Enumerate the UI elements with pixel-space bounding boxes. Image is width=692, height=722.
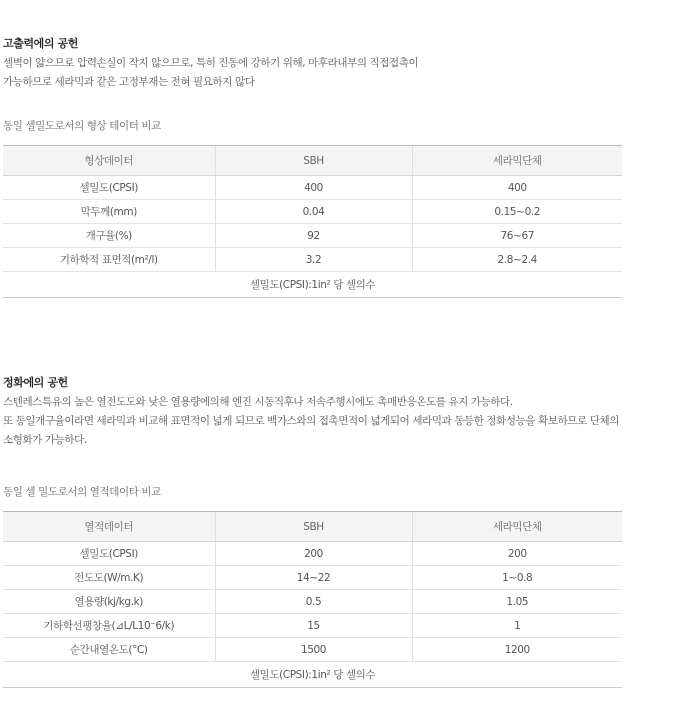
table-header-row	[3, 512, 622, 542]
table-note-row	[3, 272, 622, 298]
section-title: 정화에의 공헌	[3, 376, 68, 389]
sbh-value: 3.2	[215, 248, 412, 272]
ceramic-value: 200	[412, 542, 622, 566]
sbh-value: 14~22	[215, 566, 412, 590]
column-header: 세라믹단체	[412, 512, 622, 542]
table-row	[3, 542, 622, 566]
sbh-value: 15	[215, 614, 412, 638]
table-row	[3, 224, 622, 248]
ceramic-value: 400	[412, 176, 622, 200]
row-label: 개구율(%)	[3, 224, 215, 248]
section-title: 고출력에의 공헌	[3, 37, 79, 50]
column-header: SBH	[215, 146, 412, 176]
table-row	[3, 566, 622, 590]
table-caption: 동일 셀 밀도로서의 열적데이타 비교	[3, 486, 161, 498]
ceramic-value: 2.8~2.4	[412, 248, 622, 272]
description-line: 셀벽이 얇으므로 압력손실이 작지 않으므로, 특히 진동에 강하기 위해, 마후라내부의 직접접촉이	[3, 57, 419, 69]
row-label: 기하학적 표면적(m²/l)	[3, 248, 215, 272]
description-line: 또 동일개구율이라면 세라믹과 비교해 표면적이 넓게 되므로 백가스와의 접촉면적이 넓게되어 세라믹과 동등한 정화성능을 확보하므로 단체의	[3, 415, 619, 427]
table-caption: 동일 셀밀도로서의 형상 테이터 비교	[3, 120, 161, 132]
section-high-output	[3, 36, 643, 92]
table-row	[3, 176, 622, 200]
section-description	[3, 54, 643, 92]
shape-data-block	[3, 118, 643, 298]
ceramic-value: 0.15~0.2	[412, 200, 622, 224]
table-row	[3, 248, 622, 272]
table-row	[3, 590, 622, 614]
ceramic-value: 1.05	[412, 590, 622, 614]
column-header: SBH	[215, 512, 412, 542]
shape-data-table	[3, 145, 622, 298]
row-label: 열용량(kj/kg.k)	[3, 590, 215, 614]
sbh-value: 92	[215, 224, 412, 248]
row-label: 순간내열온도(°C)	[3, 638, 215, 662]
row-label: 셀밀도(CPSI)	[3, 176, 215, 200]
sbh-value: 0.5	[215, 590, 412, 614]
table-note: 셀밀도(CPSI):1in² 당 셀의수	[3, 662, 622, 688]
column-header: 열적데이터	[3, 512, 215, 542]
table-note: 셀밀도(CPSI):1in² 당 셀의수	[3, 272, 622, 298]
row-label: 셀밀도(CPSI)	[3, 542, 215, 566]
section-purification	[3, 375, 643, 450]
ceramic-value: 76~67	[412, 224, 622, 248]
sbh-value: 400	[215, 176, 412, 200]
sbh-value: 1500	[215, 638, 412, 662]
row-label: 전도도(W/m.K)	[3, 566, 215, 590]
column-header: 세라믹단체	[412, 146, 622, 176]
description-line: 스텐레스특유의 높은 열전도도와 낮은 열용량에의해 엔진 시동직후나 저속주행시에도 촉매반응온도를 유지 가능하다.	[3, 396, 513, 408]
row-label: 기하학선팽창율(⊿L/L10⁻6/k)	[3, 614, 215, 638]
thermal-data-table	[3, 511, 622, 688]
sbh-value: 0.04	[215, 200, 412, 224]
description-line: 소형화가 가능하다.	[3, 434, 87, 446]
row-label: 막두께(mm)	[3, 200, 215, 224]
ceramic-value: 1	[412, 614, 622, 638]
ceramic-value: 1200	[412, 638, 622, 662]
table-row	[3, 614, 622, 638]
description-line: 가능하므로 세라믹과 같은 고정부재는 전혀 필요하지 않다	[3, 76, 255, 88]
thermal-data-block	[3, 484, 643, 688]
column-header: 형상데이터	[3, 146, 215, 176]
table-note-row	[3, 662, 622, 688]
section-description	[3, 393, 643, 450]
table-row	[3, 200, 622, 224]
table-row	[3, 638, 622, 662]
sbh-value: 200	[215, 542, 412, 566]
table-header-row	[3, 146, 622, 176]
ceramic-value: 1~0.8	[412, 566, 622, 590]
